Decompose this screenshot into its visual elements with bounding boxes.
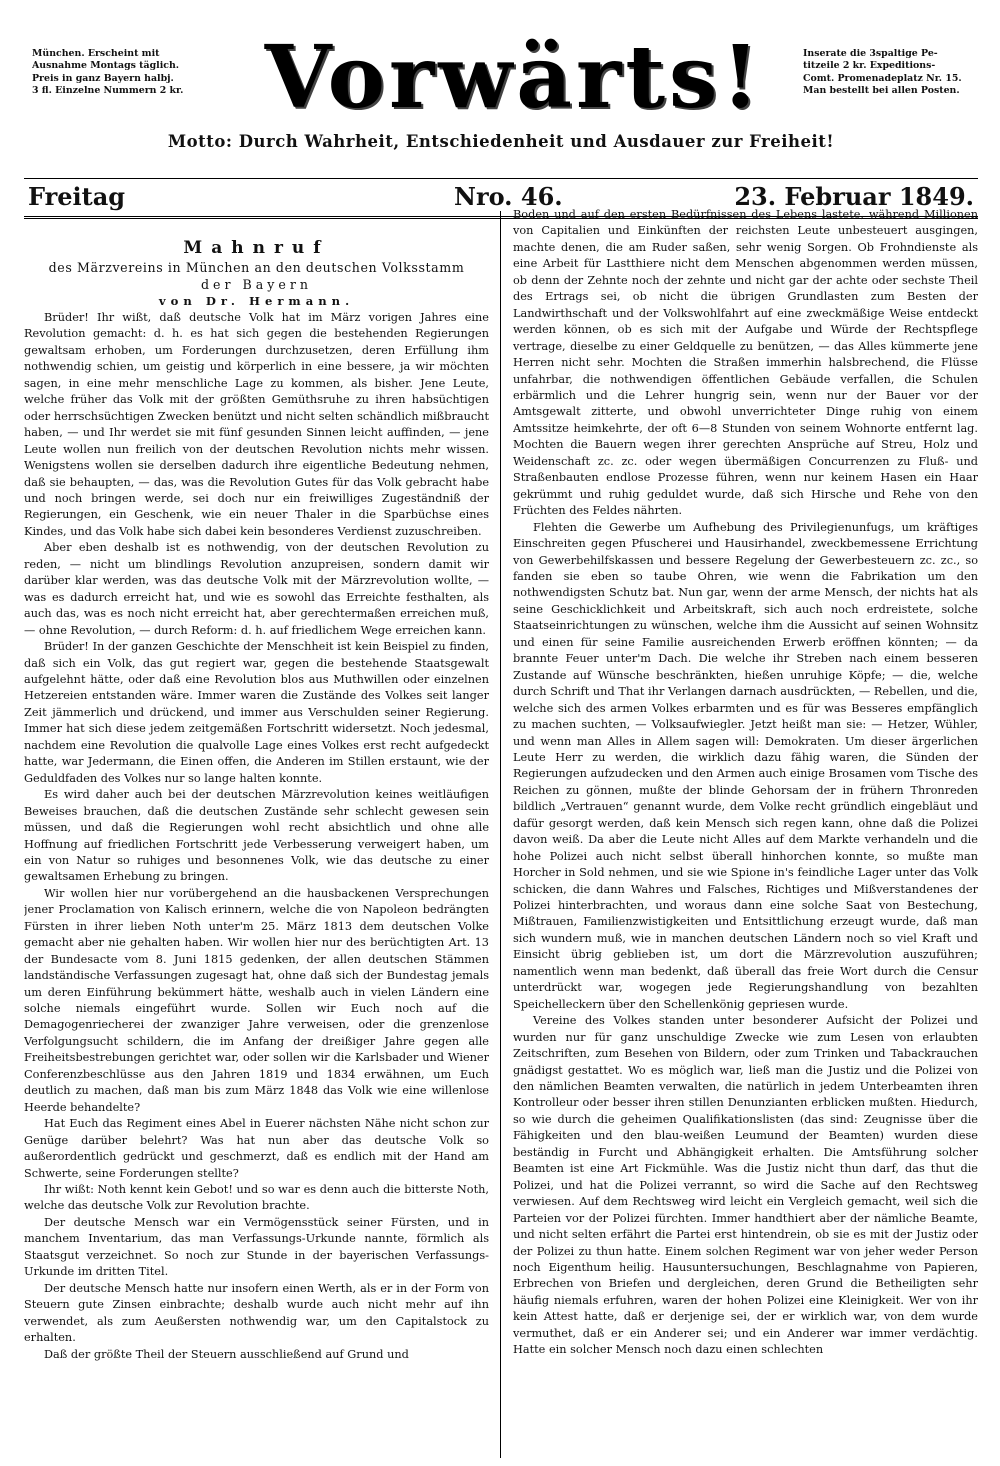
- masthead: [24, 10, 978, 138]
- advertising-info-line: Man bestellt bei allen Posten.: [803, 85, 960, 97]
- paragraph: Daß der größte Theil der Steuern ausschließend auf Grund und: [44, 1347, 409, 1361]
- article-title: Mahnruf: [183, 238, 330, 258]
- dateline-rule-top: [24, 178, 978, 179]
- column-divider: [500, 211, 501, 1458]
- publication-info-line: Preis in ganz Bayern halbj.: [32, 72, 174, 84]
- masthead-publication-info: [32, 48, 202, 98]
- paragraph: Ihr wißt: Noth kennt kein Gebot! und so war es denn auch die bitterste Noth, welche das deutsche Volk zur Revolution brachte.: [24, 1183, 489, 1213]
- issue-day: Freitag: [28, 182, 126, 211]
- article-columns: [24, 208, 978, 1458]
- publication-info-line: Ausnahme Montags täglich.: [32, 60, 180, 72]
- issue-date: 23. Februar 1849.: [734, 182, 974, 211]
- paragraph: Brüder! Ihr wißt, daß deutsche Volk hat im März vorigen Jahres eine Revolution gemacht: d. h. es hat sich gegen die bestehenden Regierungen gewaltsam erhoben, um Forderungen durchzusetzen, deren Erfüllung ihm nothwendig schien, um geistig und körperlich in eine bessere, ja wir möchten sagen, in eine mehr menschliche Lage zu kommen, als bisher. Jene Leute, welche früher das Volk mit der größten Gemüthsruhe zu ihren habsüchtigen oder herrschsüchtigen Zwecken benützt und nicht selten schändlich mißbraucht haben, — und Ihr werdet sie mit fünf gesunden Sinnen leicht auffinden, — jene Leute wollen nun freilich von der deutschen Revolution nichts mehr wissen. Wenigstens wollen sie derselben dadurch ihre eigentliche Bedeutung nehmen, daß sie behaupten, — das, was die Revolution Gutes für das Volk gebracht habe und noch bringen werde, sei doch nur ein freiwilliges Zugeständniß der Regierungen, ein Geschenk, wie ein neuer Thaler in die Sparbüchse eines Kindes, und das Volk habe sich dabei kein besonderes Verdienst zuzuschreiben.: [24, 311, 489, 538]
- paragraph: Boden und auf den ersten Bedürfnissen des Lebens lastete, während Millionen von Capitalien und Einkünften der reichsten Leute unbesteuert ausgingen, machte denen, die am Ruder saßen, sehr wenig Sorgen. Ob Frohndienste als eine Arbeit für Lastthiere nicht dem Menschen abgenommen werden müssen, ob denn der Zehnte noch der zehnte und nicht gar der achte oder sechste Theil des Ertrags sei, ob nicht die übrigen Grundlasten zum Besten der Landwirthschaft und der Volkswohlfahrt auf eine zweckmäßige Weise entdeckt werden können, ob es sich mit der Aufgabe und Würde der Rechtspflege vertrage, dieselbe zu einer Geldquelle zu benützen, — das Alles kümmerte jene Herren nicht sehr. Mochten die Straßen immerhin halsbrechend, die Flüsse unfahrbar, die nothwendigen öffentlichen Gebäude verfallen, die Schulen erbärmlich und die Lehrer hungrig sein, wenn nur der Bauer vor der Amtsgewalt zitterte, und obwohl unverrichteter Dinge ruhig von einem Amtssitze heimkehrte, der oft 6—8 Stunden von seinem Wohnorte entfernt lag. Mochten die Bauern wegen ihrer gerechten Ansprüche auf Streu, Holz und Weidenschaft zc. zc. oder wegen übermäßigen Concurrenzen zu Fluß- und Straßenbauten endlose Prozesse führen, wenn nur keinem Hasen ein Haar gekrümmt und ruhig geduldet wurde, daß sich Hirsche und Rehe von den Früchten des Feldes nährten.: [513, 208, 978, 518]
- paragraph: Wir wollen hier nur vorübergehend an die hausbackenen Versprechungen jener Proclamation von Kalisch erinnern, welche die von Napoleon bedrängten Fürsten in ihrer lieben Noth unter'm 25. März 1813 dem deutschen Volke gemacht aber nie gehalten haben. Wir wollen hier nur des berüchtigten Art. 13 der Bundesacte vom 8. Juni 1815 gedenken, der allen deutschen Stämmen landständische Verfassungen zugesagt hat, ohne daß sich der Bundestag jemals um deren Einführung bekümmert hätte, weshalb auch in vielen Ländern eine solche niemals eingeführt wurde. Sollen wir Euch noch auf die Demagogenriecherei der zwanziger Jahre verweisen, oder die grenzenlose Verfolgungsucht schildern, die im Anfang der dreißiger Jahre gegen alle Freiheitsbestrebungen gerichtet war, oder sollen wir die Karlsbader und Wiener Conferenzbeschlüsse aus den Jahren 1819 und 1834 erwähnen, um Euch deutlich zu machen, daß man bis zum März 1848 das Volk wie eine willenlose Heerde behandelte?: [24, 886, 489, 1114]
- paragraph: Flehten die Gewerbe um Aufhebung des Privilegienunfugs, um kräftiges Einschreiten gegen Pfuscherei und Hausirhandel, zweckbemessene Errichtung von Gewerbehilfskassen und bessere Regelung der Gewerbesteuern zc. zc., so fanden sie eben so taube Ohren, wie wenn die Fabrikation um den nothwendigsten Schutz bat. Nun gar, wenn der arme Mensch, der nichts hat als seine Geschicklichkeit und Arbeitskraft, sich auch noch erdreistete, solche Staatseinrichtungen zu wünschen, welche ihm die Aussicht auf seinen Wohnsitz und einen für seine Familie ausreichenden Erwerb eröffnen könnten; — da brannte Feuer unter'm Dach. Die welche ihr Streben nach einem besseren Zustande auf Wünsche beschränkten, hießen unruhige Köpfe; — die, welche durch Schrift und That ihr Verlangen darnach ausdrückten, — Rebellen, und die, welche sich des armen Volkes erbarmten und es für was Besseres empfänglich zu machen suchten, — Volksaufwiegler. Jetzt heißt man sie: — Hetzer, Wühler, und wenn man Alles in Allem sagen will: Demokraten. Um dieser ärgerlichen Leute Herr zu werden, die wirklich dazu fähig waren, die Sünden der Regierungen aufzudecken und den Armen auch einige Brosamen vom Tische des Reichen zu gönnen, mußte der blinde Gehorsam der in frühern Thronreden bildlich „Vertrauen“ genannt wurde, dem Volke recht gründlich eingebläut und dafür gesorgt werden, daß kein Mensch sich regen kann, ohne daß die Polizei davon weiß. Da aber die Leute nicht Alles auf dem Markte verhandeln und die hohe Polizei auch nicht selbst überall hinhorchen konnte, so mußte man Horcher in Sold nehmen, und sie wie Spione in's feindliche Lager unter das Volk schicken, die dann Wahres und Falsches, Richtiges und Mißverstandenes der Polizei hinterbrachten, und woraus dann eine solche Saat von Bestechung, Mißtrauen, Familienzwistigkeiten und Entsittlichung erzeugt wurde, daß man sich wundern muß, wie in manchen deutschen Ländern noch so viel Kraft und Einsicht übrig geblieben ist, um dort die Märzrevolution auszuführen; namentlich wenn man bedenkt, daß überall das freie Wort durch die Censur unterdrückt war, wogegen jede Regierungshandlung von bezahlten Speichelleckern über den Schellenkönig gepriesen wurde.: [513, 520, 978, 1011]
- advertising-info-line: Comt. Promenadeplatz Nr. 15.: [803, 72, 962, 84]
- article-subtitle-line: des Märzvereins in München an den deutschen Volksstamm: [48, 260, 465, 275]
- publication-info-line: München. Erscheint mit: [32, 48, 160, 59]
- paragraph: Brüder! In der ganzen Geschichte der Menschheit ist kein Beispiel zu finden, daß sich ein Volk, das gut regiert war, gegen die bestehende Staatsgewalt aufgelehnt hätte, oder daß eine Revolution blos aus Muthwillen oder einzelnen Hetzereien entstanden wäre. Immer waren die Zustände des Volkes seit langer Zeit jämmerlich und drückend, und immer aus Verschulden seiner Regierung. Immer hat sich diese jedem zeitgemäßen Fortschritt widersetzt. Noch jedesmal, nachdem eine Revolution die qualvolle Lage eines Volkes erst recht aufgedeckt hatte, war Jedermann, die Einen offen, die Anderen im Stillen erstaunt, wie der Geduldfaden des Volkes nur so lange halten konnte.: [24, 640, 489, 785]
- paragraph: Aber eben deshalb ist es nothwendig, von der deutschen Revolution zu reden, — nicht um blindlings Revolution anzupreisen, sondern damit wir darüber klar werden, was das deutsche Volk mit der Märzrevolution wollte, — was es dadurch erreicht hat, und wie es sowohl das Erreichte festhalten, als auch das, was es noch nicht erreicht hat, aber gerechtermaßen erreichen muß, — ohne Revolution, — durch Reform: d. h. auf friedlichem Wege erreichen kann.: [24, 541, 489, 637]
- column-left: [24, 233, 489, 1458]
- newspaper-title: Vorwärts!: [264, 27, 764, 128]
- paragraph: Es wird daher auch bei der deutschen Märzrevolution keines weitläufigen Beweises brauchen, daß die deutschen Zustände sehr schlecht gewesen sein müssen, und daß die Regierungen wohl recht absichtlich und ohne alle Hoffnung auf friedlichen Fortschritt jede Verbesserung verweigert haben, um ein von Natur so ruhiges und besonnenes Volk, wie das deutsche zu einer gewaltsamen Erhebung zu bringen.: [24, 788, 489, 884]
- issue-number: Nro. 46.: [454, 182, 563, 211]
- paragraph: Der deutsche Mensch hatte nur insofern einen Werth, als er in der Form von Steuern gute Zinsen einbrachte; deshalb wurde auch nicht mehr auf ihn verwendet, als zum Aeußersten nothwendig war, um den Capitalstock zu erhalten.: [24, 1281, 489, 1345]
- masthead-advertising-info: [803, 48, 968, 98]
- paragraph: Vereine des Volkes standen unter besonderer Aufsicht der Polizei und wurden nur für ganz unschuldige Zwecke wie zum Lesen von erlaubten Zeitschriften, zum Besehen von Bildern, oder zum Trinken und Tabackrauchen gnädigst gestattet. Wo es möglich war, ließ man die Justiz und die Polizei von den nämlichen Beamten verwalten, die natürlich in jedem Unterbeamten ihren Kontrolleur oder besser ihren stillen Denunzianten erblicken mußten. Hiedurch, so wie durch die geheimen Qualifikationslisten (das sind: Zeugnisse über die Fähigkeiten und den blau-weißen Leumund der Beamten) wurden diese beständig in Furcht und Abhängigkeit erhalten. Die Amtsführung solcher Beamten ist eine Art Fickmühle. Was die Justiz nicht thun darf, das thut die Polizei, und hat die Polizei verrannt, so wird die Sache auf den Rechtsweg verwiesen. Auf dem Rechtsweg wird leicht ein Vergleich gemacht, weil sich die Parteien vor der Polizei fürchten. Immer handthiert aber der nämliche Beamte, und nicht selten erfährt die Partei erst hintendrein, ob sie es mit der Justiz oder der Polizei zu thun hatte. Einem solchen Regiment war von jeher weder Person noch Eigenthum heilig. Hausuntersuchungen, Beschlagnahme von Papieren, Erbrechen von Briefen und dergleichen, deren Grund die Betheiligten sehr häufig niemals erfuhren, waren der hohen Polizei eine Kleinigkeit. Wer von ihr kein Attest hatte, daß er derjenige sei, der er wirklich war, von dem wurde vermuthet, daß er ein Anderer sei; und ein Anderer war immer verdächtig. Hatte ein solcher Mensch noch dazu einen schlechten: [513, 1014, 978, 1357]
- publication-info-line: 3 fl. Einzelne Nummern 2 kr.: [32, 85, 184, 97]
- column-right: [513, 207, 978, 1458]
- article-subtitle-line: der Bayern: [201, 277, 312, 292]
- paragraph: Der deutsche Mensch war ein Vermögensstück seiner Fürsten, und in manchem Inventarium, das man Verfassungs-Urkunde nannte, förmlich als Staatsgut verzeichnet. So noch zur Stunde in der bayerischen Verfassungs-Urkunde im dritten Titel.: [24, 1215, 489, 1279]
- advertising-info-line: titzeile 2 kr. Expeditions-: [803, 60, 936, 72]
- motto: Motto: Durch Wahrheit, Entschiedenheit und Ausdauer zur Freiheit!: [167, 132, 835, 151]
- advertising-info-line: Inserate die 3spaltige Pe-: [803, 48, 938, 59]
- article-byline: von Dr. Hermann.: [158, 294, 355, 308]
- paragraph: Hat Euch das Regiment eines Abel in Euerer nächsten Nähe nicht schon zur Genüge darüber belehrt? Was hat nun aber das deutsche Volk so außerordentlich gedrückt und geschmerzt, daß es endlich mit der Hand am Schwerte, seine Forderungen stellte?: [24, 1117, 489, 1180]
